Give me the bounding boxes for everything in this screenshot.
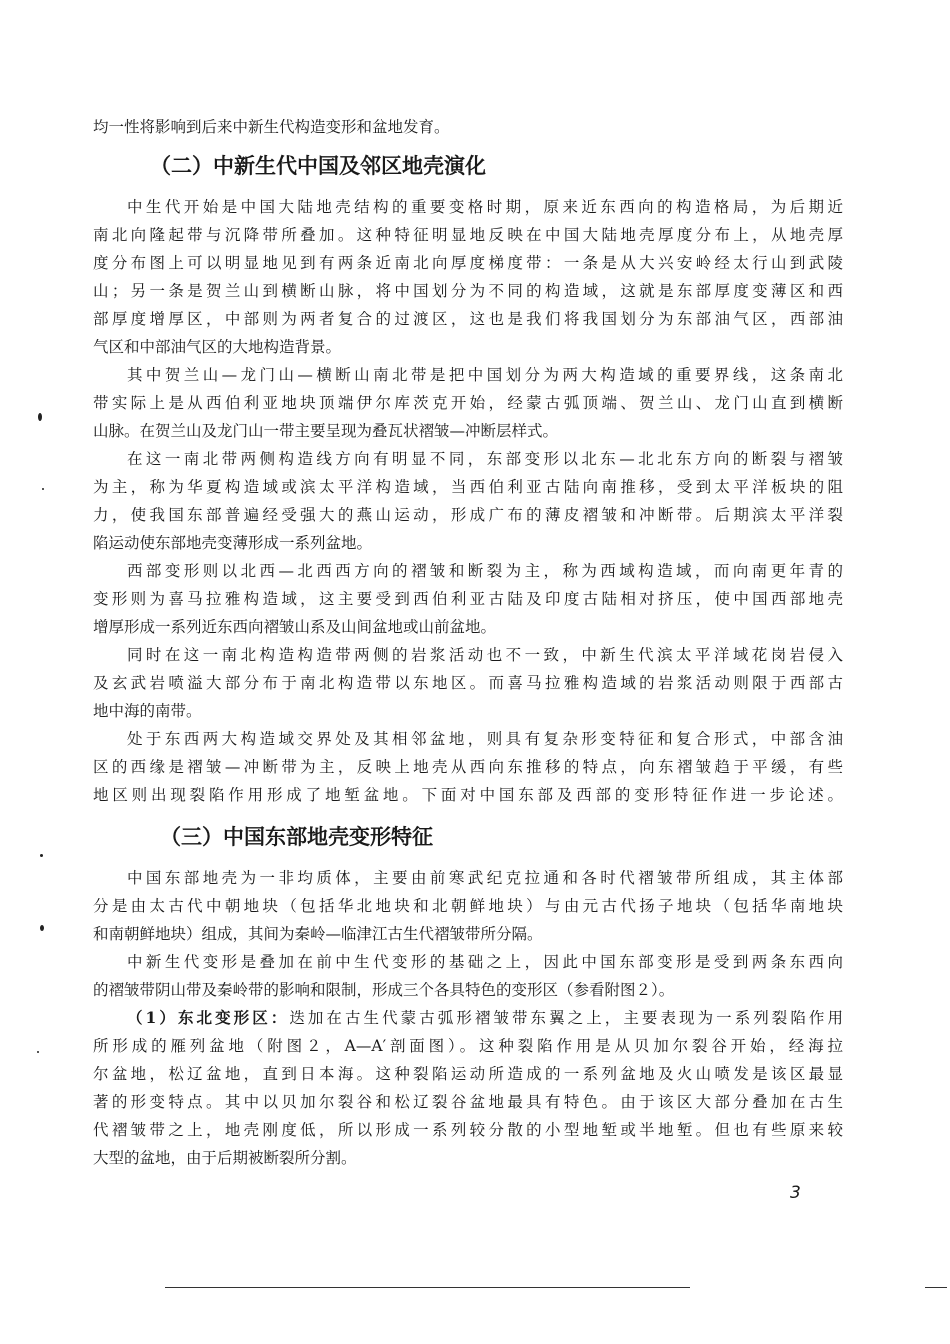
text-line: 地中海的南带。 <box>93 702 202 720</box>
text-line: 西部变形则以北西—北西西方向的褶皱和断裂为主，称为西域构造域，而向南更年青的 <box>127 562 843 580</box>
text-line: 气区和中部油气区的大地构造背景。 <box>93 338 342 356</box>
text-line: 所形成的雁列盆地（附图２，A—A′剖面图）。这种裂陷作用是从贝加尔裂谷开始，经海拉 <box>93 1037 843 1055</box>
text-line: 及玄武岩喷溢大部分布于南北构造带以东地区。而喜马拉雅构造域的岩浆活动则限于西部古 <box>93 674 843 692</box>
text-line: 地区则出现裂陷作用形成了地堑盆地。下面对中国东部及西部的变形特征作进一步论述。 <box>93 786 843 804</box>
text-line: 带实际上是从西伯利亚地块顶端伊尔库茨克开始，经蒙古弧顶端、贺兰山、龙门山直到横断 <box>93 394 843 412</box>
text-line: 增厚形成一系列近东西向褶皱山系及山间盆地或山前盆地。 <box>93 618 497 636</box>
text-line: 中国东部地壳为一非均质体，主要由前寒武纪克拉通和各时代褶皱带所组成，其主体部 <box>127 869 843 887</box>
text-line: 为主，称为华夏构造域或滨太平洋构造域，当西伯利亚古陆向南推移，受到太平洋板块的阻 <box>93 478 843 496</box>
text-line: 在这一南北带两侧构造线方向有明显不同，东部变形以北东—北北东方向的断裂与褶皱 <box>127 450 843 468</box>
text-line: 大型的盆地，由于后期被断裂所分割。 <box>93 1149 357 1167</box>
scan-speck <box>38 413 42 421</box>
bottom-rule <box>165 1287 690 1288</box>
scan-speck <box>42 488 44 490</box>
text-line: 尔盆地，松辽盆地，直到日本海。这种裂陷运动所造成的一系列盆地及火山喷发是该区最显 <box>93 1065 843 1083</box>
text-line <box>127 1008 843 1028</box>
scan-speck <box>37 1051 39 1053</box>
bottom-rule-right <box>925 1287 947 1288</box>
scan-speck <box>40 925 44 931</box>
text-line: 均一性将影响到后来中新生代构造变形和盆地发育。 <box>93 118 450 136</box>
text-line: 同时在这一南北构造构造带两侧的岩浆活动也不一致，中新生代滨太平洋域花岗岩侵入 <box>127 646 843 664</box>
text-line: 的褶皱带阴山带及秦岭带的影响和限制，形成三个各具特色的变形区（参看附图２）。 <box>93 981 675 999</box>
text-line: 山；另一条是贺兰山到横断山脉，将中国划分为不同的构造域，这就是东部厚度变薄区和西 <box>93 282 843 300</box>
text-line: 中生代开始是中国大陆地壳结构的重要变格时期，原来近东西向的构造格局，为后期近 <box>127 198 843 216</box>
text-line: 南北向隆起带与沉降带所叠加。这种特征明显地反映在中国大陆地壳厚度分布上，从地壳厚 <box>93 226 843 244</box>
northeast-first-line: 迭加在古生代蒙古弧形褶皱带东翼之上，主要表现为一系列裂陷作用 <box>289 1009 843 1027</box>
text-line: 力，使我国东部普遍经受强大的燕山运动，形成广布的薄皮褶皱和冲断带。后期滨太平洋裂 <box>93 506 843 524</box>
text-line: 陷运动使东部地壳变薄形成一系列盆地。 <box>93 534 373 552</box>
text-line: 部厚度增厚区，中部则为两者复合的过渡区，这也是我们将我国划分为东部油气区，西部油 <box>93 310 843 328</box>
text-line: 和南朝鲜地块）组成，其间为秦岭—临津江古生代褶皱带所分隔。 <box>93 925 543 943</box>
text-line: 变形则为喜马拉雅构造域，这主要受到西伯利亚古陆及印度古陆相对挤压，使中国西部地壳 <box>93 590 843 608</box>
page-number: 3 <box>790 1183 801 1203</box>
text-line: 度分布图上可以明显地见到有两条近南北向厚度梯度带：一条是从大兴安岭经太行山到武陵 <box>93 254 843 272</box>
text-line: 中新生代变形是叠加在前中生代变形的基础之上，因此中国东部变形是受到两条东西向 <box>127 953 843 971</box>
text-line: 分是由太古代中朝地块（包括华北地块和北朝鲜地块）与由元古代扬子地块（包括华南地块 <box>93 897 843 915</box>
text-line: 著的形变特点。其中以贝加尔裂谷和松辽裂谷盆地最具有特色。由于该区大部分叠加在古生 <box>93 1093 843 1111</box>
section-heading-3: （三）中国东部地壳变形特征 <box>160 825 433 849</box>
section-heading-2: （二）中新生代中国及邻区地壳演化 <box>150 154 486 178</box>
northeast-region-label: （1）东北变形区： <box>127 1008 290 1027</box>
text-line: 区的西缘是褶皱—冲断带为主，反映上地壳从西向东推移的特点，向东褶皱趋于平缓，有些 <box>93 758 843 776</box>
text-line: 其中贺兰山—龙门山—横断山南北带是把中国划分为两大构造域的重要界线，这条南北 <box>127 366 843 384</box>
text-line: 代褶皱带之上，地壳刚度低，所以形成一系列较分散的小型地堑或半地堑。但也有些原来较 <box>93 1121 843 1139</box>
text-line: 山脉。在贺兰山及龙门山一带主要呈现为叠瓦状褶皱—冲断层样式。 <box>93 422 559 440</box>
scan-speck <box>40 854 43 857</box>
text-line: 处于东西两大构造域交界处及其相邻盆地，则具有复杂形变特征和复合形式，中部含油 <box>127 730 843 748</box>
